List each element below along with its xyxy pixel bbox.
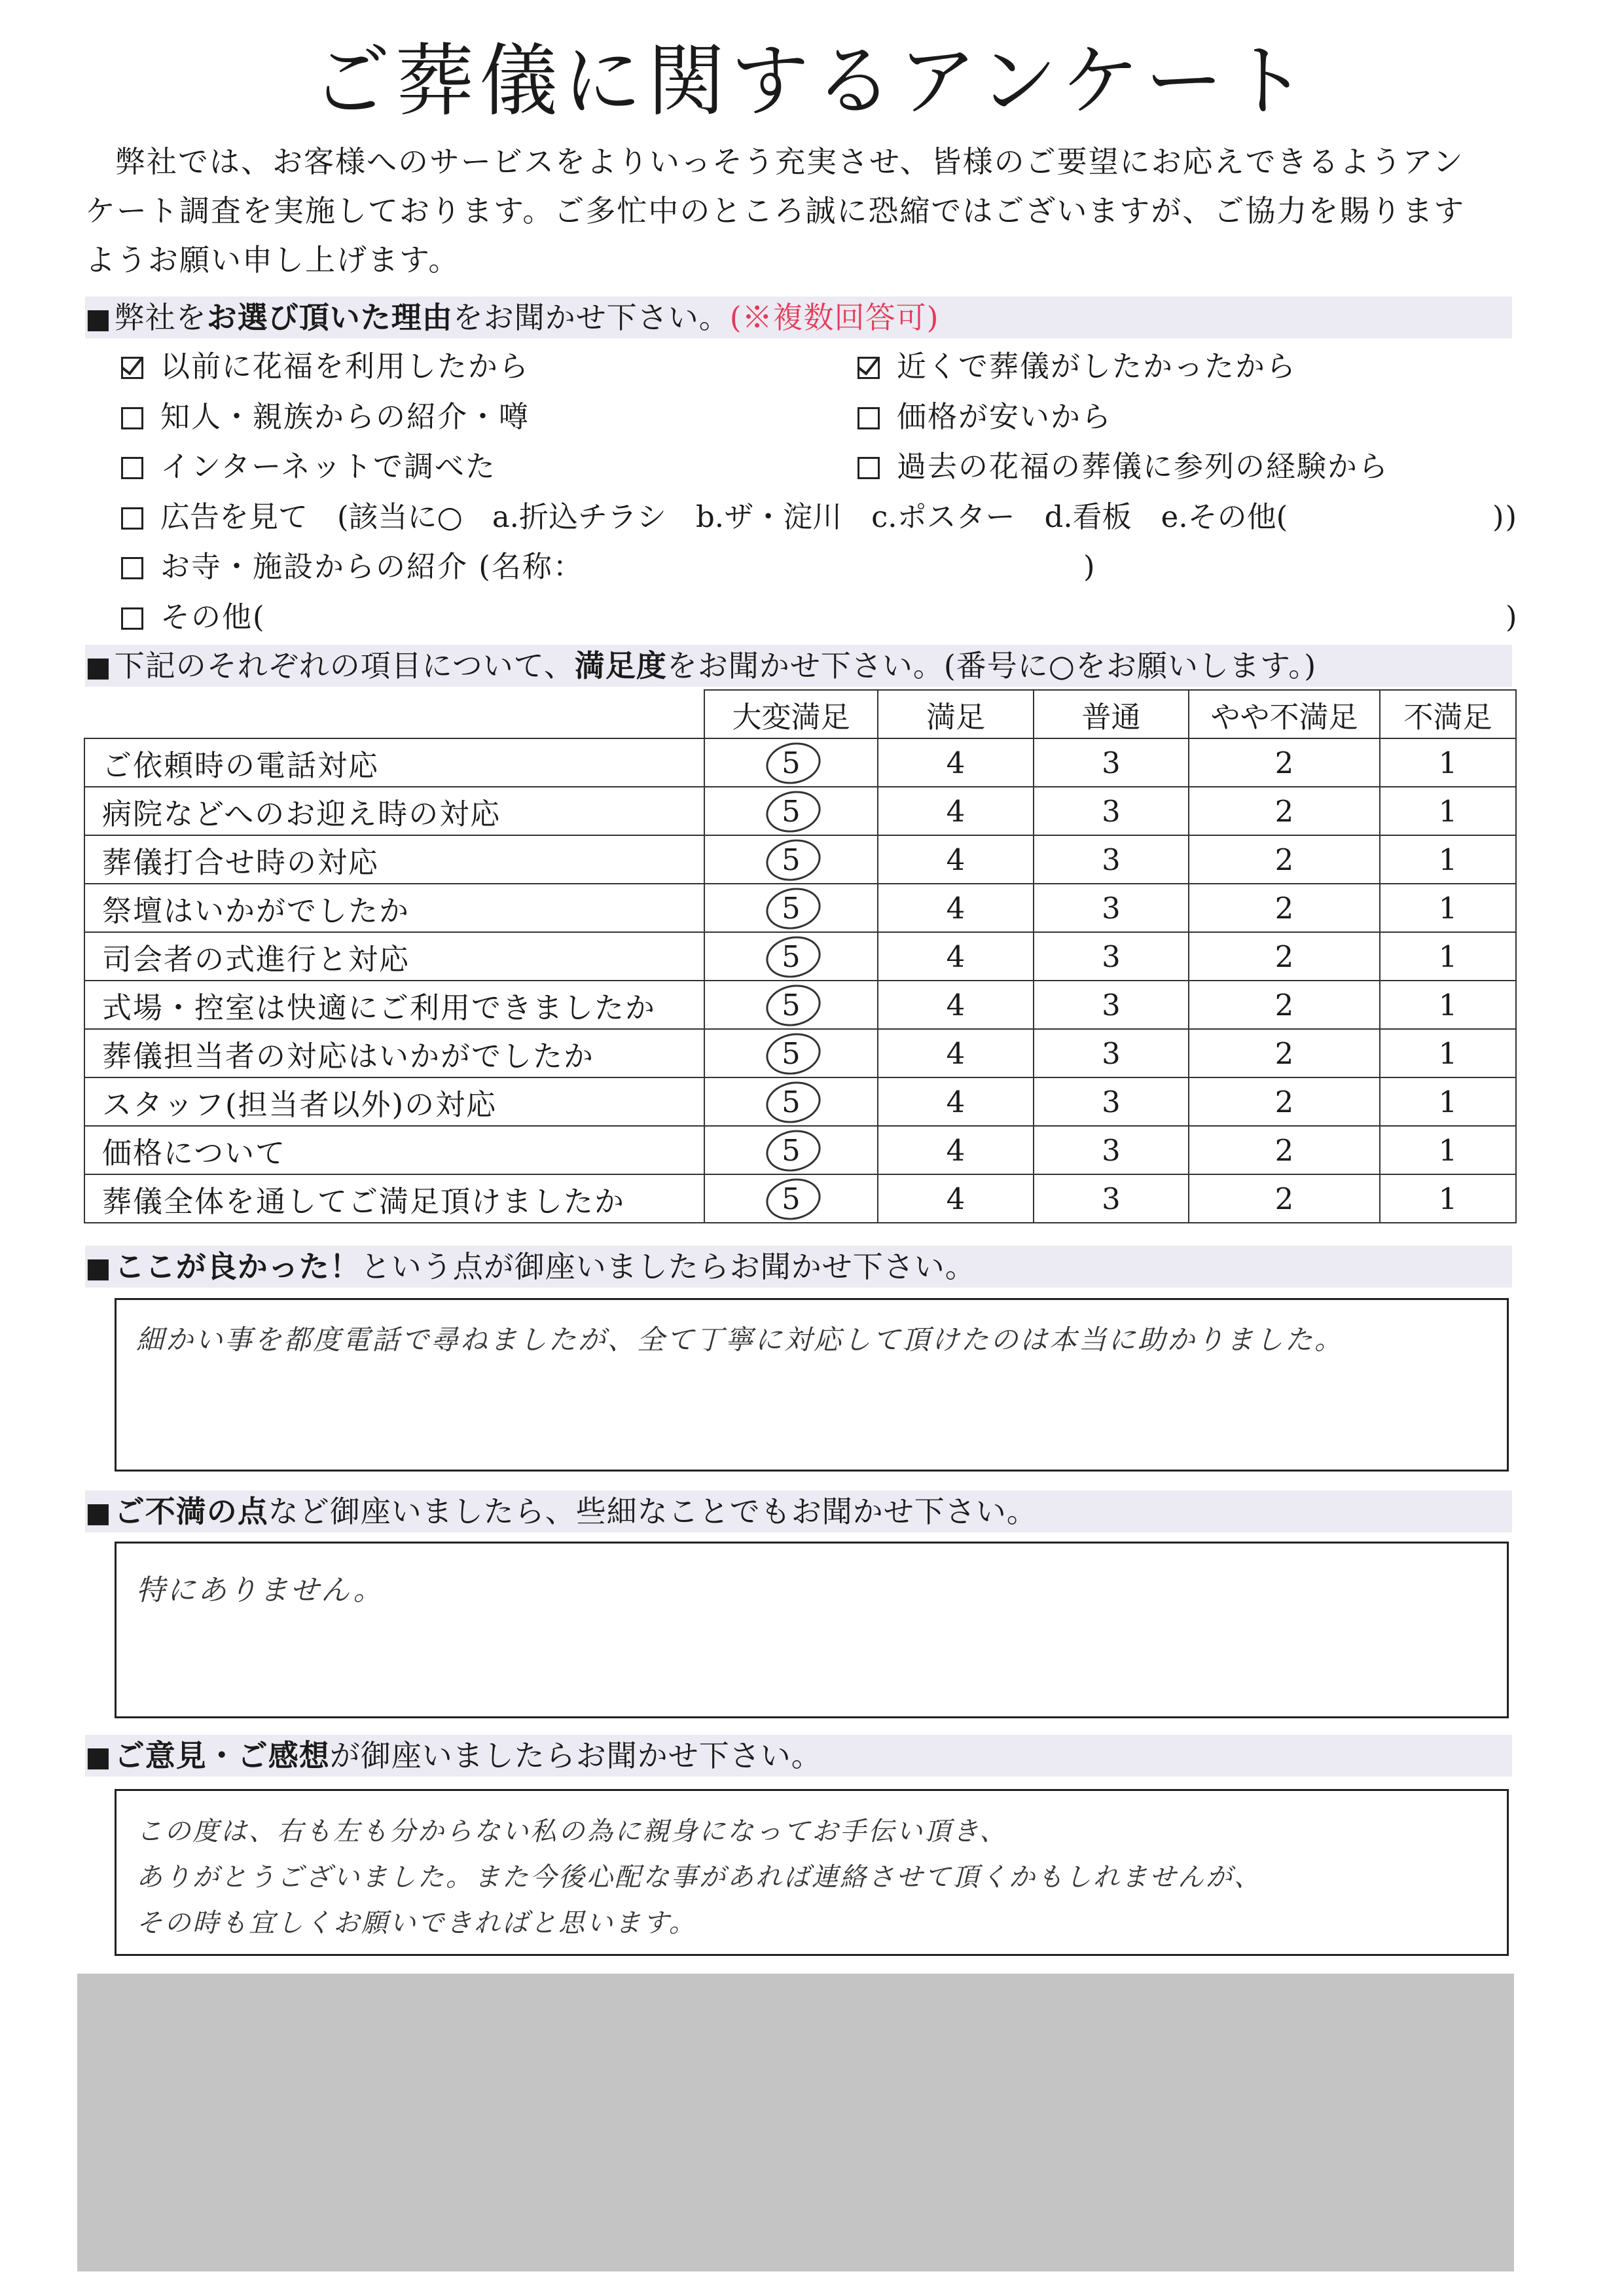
rating-option[interactable] xyxy=(1189,787,1380,835)
section-suffix: をお聞かせ下さい。 xyxy=(452,300,730,335)
rating-value: 4 xyxy=(946,987,965,1022)
rating-value: 5 xyxy=(782,890,801,926)
rating-value: 5 xyxy=(782,1181,801,1216)
rating-value: 1 xyxy=(1438,890,1458,926)
rating-value: 1 xyxy=(1438,939,1458,974)
reason-option-advertisement[interactable] xyxy=(121,497,1288,537)
section-good-points-header xyxy=(85,1246,1512,1288)
rating-value: 1 xyxy=(1438,1181,1458,1216)
table-row xyxy=(84,884,1516,932)
rating-value: 3 xyxy=(1102,1084,1121,1119)
rating-value: 5 xyxy=(782,745,801,780)
rating-option[interactable] xyxy=(704,884,878,932)
column-header: 満足 xyxy=(878,690,1034,738)
section-bold: ご意見・ご感想 xyxy=(114,1738,330,1773)
table-row xyxy=(84,835,1516,884)
reason-option-previous-use[interactable] xyxy=(121,347,530,386)
rating-value: 3 xyxy=(1102,1181,1121,1216)
rating-option[interactable] xyxy=(1189,884,1380,932)
table-row xyxy=(84,738,1516,787)
section-suffix: など御座いましたら、些細なことでもお聞かせ下さい。 xyxy=(268,1494,1038,1529)
intro-line: ケート調査を実施しております。ご多忙中のところ誠に恐縮ではございますが、ご協力を賜ります xyxy=(85,193,1466,228)
reason-option-temple-facility[interactable] xyxy=(121,547,584,587)
table-header-row xyxy=(84,690,1516,738)
rating-option[interactable] xyxy=(878,1174,1034,1223)
checkbox-icon[interactable] xyxy=(121,557,143,579)
reason-label: インターネットで調べた xyxy=(160,449,496,484)
rating-value: 5 xyxy=(782,987,801,1022)
rating-option[interactable] xyxy=(1380,1029,1516,1077)
rating-value: 4 xyxy=(946,939,965,974)
page-title: ご葬儀に関するアンケート xyxy=(312,36,1312,127)
rating-value: 5 xyxy=(782,1084,801,1119)
section-complaints-header xyxy=(85,1491,1512,1532)
rating-option[interactable] xyxy=(1380,835,1516,884)
rating-option[interactable] xyxy=(1380,738,1516,787)
section-marker: ■ xyxy=(85,1741,112,1773)
rating-option[interactable] xyxy=(1380,1126,1516,1174)
rating-item-label: 病院などへのお迎え時の対応 xyxy=(84,787,704,835)
rating-value: 2 xyxy=(1274,793,1294,829)
column-header: やや不満足 xyxy=(1189,690,1380,738)
rating-option[interactable] xyxy=(1189,1029,1380,1077)
circle-mark-icon xyxy=(762,1077,824,1128)
rating-value: 3 xyxy=(1102,987,1121,1022)
section-marker: ■ xyxy=(85,302,112,334)
column-header: 不満足 xyxy=(1380,690,1516,738)
section-suffix: をお聞かせ下さい。(番号に○をお願いします。) xyxy=(666,648,1317,683)
rating-option[interactable] xyxy=(1380,981,1516,1029)
rating-value: 4 xyxy=(946,745,965,780)
circle-mark-icon xyxy=(762,786,824,837)
rating-item-label: 葬儀担当者の対応はいかがでしたか xyxy=(84,1029,704,1077)
rating-option[interactable] xyxy=(704,932,878,981)
rating-option[interactable] xyxy=(1380,1174,1516,1223)
section-opinions-header xyxy=(85,1735,1512,1777)
rating-value: 1 xyxy=(1438,1036,1458,1071)
rating-value: 2 xyxy=(1274,745,1294,780)
complaints-answer: 特にありません。 xyxy=(136,1574,384,1607)
rating-item-label: 式場・控室は快適にご利用できましたか xyxy=(84,981,704,1029)
checkbox-icon[interactable] xyxy=(121,407,143,429)
rating-option[interactable] xyxy=(1034,884,1189,932)
intro-line: ようお願い申し上げます。 xyxy=(85,242,460,278)
opinions-answer-box[interactable] xyxy=(115,1789,1509,1956)
checkbox-checked-icon[interactable] xyxy=(121,357,143,379)
rating-item-label: ご依頼時の電話対応 xyxy=(84,738,704,787)
table-row xyxy=(84,1126,1516,1174)
rating-option[interactable] xyxy=(878,981,1034,1029)
rating-option[interactable] xyxy=(1034,835,1189,884)
reason-option-referral[interactable] xyxy=(121,397,530,437)
rating-option[interactable] xyxy=(1189,1174,1380,1223)
reason-label: 以前に花福を利用したから xyxy=(160,349,530,384)
reason-label: 広告を見て (該当に○ a.折込チラシ b.ザ・淀川 c.ポスター d.看板 e.その他( xyxy=(160,499,1288,534)
rating-value: 2 xyxy=(1274,987,1294,1022)
rating-value: 3 xyxy=(1102,890,1121,926)
section-bold: お選び頂いた理由 xyxy=(206,300,453,335)
circle-mark-icon xyxy=(762,883,824,934)
rating-value: 2 xyxy=(1274,1181,1294,1216)
rating-value: 1 xyxy=(1438,1084,1458,1119)
rating-option[interactable] xyxy=(1034,1126,1189,1174)
table-header-blank xyxy=(84,690,704,738)
table-body xyxy=(84,738,1516,1223)
rating-value: 1 xyxy=(1438,1132,1458,1168)
rating-option[interactable] xyxy=(1034,787,1189,835)
section-satisfaction-header xyxy=(85,645,1512,687)
rating-item-label: 司会者の式進行と対応 xyxy=(84,932,704,981)
checkbox-icon[interactable] xyxy=(857,407,880,429)
rating-option[interactable] xyxy=(1034,932,1189,981)
rating-option[interactable] xyxy=(878,1077,1034,1126)
intro-text xyxy=(85,137,1525,285)
rating-value: 4 xyxy=(946,1132,965,1168)
rating-option[interactable] xyxy=(1034,1029,1189,1077)
reason-label: 価格が安いから xyxy=(897,399,1113,434)
checkbox-icon[interactable] xyxy=(121,457,143,479)
opinions-answer-line: その時も宜しくお願いできればと思います。 xyxy=(136,1908,697,1938)
reason-option-other[interactable] xyxy=(121,598,266,637)
rating-item-label: 祭壇はいかがでしたか xyxy=(84,884,704,932)
rating-option[interactable] xyxy=(1380,1077,1516,1126)
rating-value: 1 xyxy=(1438,745,1458,780)
temple-close-paren: ) xyxy=(1083,549,1096,584)
circle-mark-icon xyxy=(762,835,824,886)
rating-option[interactable] xyxy=(878,884,1034,932)
rating-option[interactable] xyxy=(1034,738,1189,787)
table-row xyxy=(84,787,1516,835)
rating-option[interactable] xyxy=(878,835,1034,884)
rating-value: 3 xyxy=(1102,1132,1121,1168)
column-header: 大変満足 xyxy=(704,690,878,738)
rating-value: 4 xyxy=(946,1181,965,1216)
table-row xyxy=(84,981,1516,1029)
rating-option[interactable] xyxy=(878,932,1034,981)
rating-value: 3 xyxy=(1102,842,1121,877)
circle-mark-icon xyxy=(762,980,824,1031)
checkbox-icon[interactable] xyxy=(121,507,143,530)
section-reasons-header xyxy=(85,297,1512,338)
reason-label: 過去の花福の葬儀に参列の経験から xyxy=(897,449,1390,484)
rating-option[interactable] xyxy=(704,1029,878,1077)
reason-option-past-attendance[interactable] xyxy=(857,447,1389,486)
reason-option-internet[interactable] xyxy=(121,447,496,486)
rating-value: 5 xyxy=(782,939,801,974)
rating-value: 2 xyxy=(1274,1084,1294,1119)
rating-value: 4 xyxy=(946,1036,965,1071)
rating-value: 4 xyxy=(946,1084,965,1119)
section-suffix: が御座いましたらお聞かせ下さい。 xyxy=(329,1738,822,1773)
good-points-answer: 細かい事を都度電話で尋ねましたが、全て丁寧に対応して頂けたのは本当に助かりました。 xyxy=(136,1324,1344,1356)
rating-item-label: 葬儀打合せ時の対応 xyxy=(84,835,704,884)
rating-option[interactable] xyxy=(1189,981,1380,1029)
rating-value: 4 xyxy=(946,890,965,926)
rating-value: 4 xyxy=(946,793,965,829)
rating-value: 2 xyxy=(1274,1132,1294,1168)
rating-option[interactable] xyxy=(1380,884,1516,932)
rating-option[interactable] xyxy=(878,787,1034,835)
satisfaction-table xyxy=(84,689,1517,1223)
rating-item-label: 価格について xyxy=(84,1126,704,1174)
rating-option[interactable] xyxy=(1189,1126,1380,1174)
section-marker: ■ xyxy=(85,1496,112,1528)
rating-value: 2 xyxy=(1274,1036,1294,1071)
table-row xyxy=(84,1029,1516,1077)
rating-option[interactable] xyxy=(878,738,1034,787)
rating-value: 5 xyxy=(782,793,801,829)
rating-option[interactable] xyxy=(1034,1077,1189,1126)
good-points-answer-box[interactable] xyxy=(115,1298,1509,1472)
rating-option[interactable] xyxy=(1189,738,1380,787)
checkbox-checked-icon[interactable] xyxy=(857,357,880,379)
rating-value: 5 xyxy=(782,1132,801,1168)
other-close-paren: ) xyxy=(1506,600,1519,634)
section-marker: ■ xyxy=(85,651,112,683)
rating-option[interactable] xyxy=(1034,1174,1189,1223)
section-bold: 満足度 xyxy=(574,648,667,683)
rating-item-label: 葬儀全体を通してご満足頂けましたか xyxy=(84,1174,704,1223)
rating-value: 3 xyxy=(1102,939,1121,974)
section-bold: ご不満の点 xyxy=(114,1494,268,1529)
redacted-area xyxy=(77,1974,1514,2271)
rating-item-label: スタッフ(担当者以外)の対応 xyxy=(84,1077,704,1126)
reason-label: 近くで葬儀がしたかったから xyxy=(897,349,1297,384)
rating-option[interactable] xyxy=(704,738,878,787)
checkbox-icon[interactable] xyxy=(857,457,880,479)
rating-value: 3 xyxy=(1102,793,1121,829)
circle-mark-icon xyxy=(762,931,824,983)
rating-value: 4 xyxy=(946,842,965,877)
reason-label: お寺・施設からの紹介 (名称： xyxy=(160,549,584,584)
table-row xyxy=(84,932,1516,981)
rating-option[interactable] xyxy=(704,835,878,884)
rating-option[interactable] xyxy=(1189,835,1380,884)
rating-value: 1 xyxy=(1438,987,1458,1022)
checkbox-icon[interactable] xyxy=(121,607,143,630)
complaints-answer-box[interactable] xyxy=(115,1542,1509,1718)
rating-value: 5 xyxy=(782,842,801,877)
reason-label: 知人・親族からの紹介・噂 xyxy=(160,399,530,434)
table-row xyxy=(84,1174,1516,1223)
reason-label: その他( xyxy=(160,600,266,634)
rating-option[interactable] xyxy=(878,1029,1034,1077)
section-bold: ここが良かった！ xyxy=(114,1249,361,1284)
multiple-answers-note: (※複数回答可) xyxy=(729,300,939,335)
section-suffix: という点が御座いましたらお聞かせ下さい。 xyxy=(360,1249,976,1284)
rating-option[interactable] xyxy=(1380,787,1516,835)
rating-value: 3 xyxy=(1102,745,1121,780)
opinions-answer-line: ありがとうございました。また今後心配な事があれば連絡させて頂くかもしれませんが、 xyxy=(136,1862,1262,1892)
rating-value: 3 xyxy=(1102,1036,1121,1071)
circle-mark-icon xyxy=(762,1174,824,1225)
opinions-answer-line: この度は、右も左も分からない私の為に親身になってお手伝い頂き、 xyxy=(136,1816,1008,1847)
circle-mark-icon xyxy=(762,1028,824,1079)
circle-mark-icon xyxy=(762,738,824,789)
rating-value: 1 xyxy=(1438,793,1458,829)
circle-mark-icon xyxy=(762,1125,824,1176)
rating-option[interactable] xyxy=(1034,981,1189,1029)
rating-option[interactable] xyxy=(1189,1077,1380,1126)
rating-value: 1 xyxy=(1438,842,1458,877)
advertisement-close-paren: )) xyxy=(1492,499,1519,534)
rating-value: 2 xyxy=(1274,890,1294,926)
rating-option[interactable] xyxy=(704,1174,878,1223)
reason-option-price[interactable] xyxy=(857,397,1112,437)
rating-option[interactable] xyxy=(878,1126,1034,1174)
rating-option[interactable] xyxy=(1380,932,1516,981)
section-prefix: 下記のそれぞれの項目について、 xyxy=(114,648,575,683)
rating-value: 2 xyxy=(1274,939,1294,974)
rating-option[interactable] xyxy=(704,1126,878,1174)
rating-option[interactable] xyxy=(1189,932,1380,981)
column-header: 普通 xyxy=(1034,690,1189,738)
rating-option[interactable] xyxy=(704,981,878,1029)
section-marker: ■ xyxy=(85,1252,112,1284)
rating-value: 2 xyxy=(1274,842,1294,877)
section-prefix: 弊社を xyxy=(114,300,207,335)
intro-line: 弊社では、お客様へのサービスをよりいっそう充実させ、皆様のご要望にお応えできるようアン xyxy=(115,144,1464,179)
rating-option[interactable] xyxy=(704,1077,878,1126)
rating-option[interactable] xyxy=(704,787,878,835)
rating-value: 5 xyxy=(782,1036,801,1071)
table-row xyxy=(84,1077,1516,1126)
reason-option-nearby[interactable] xyxy=(857,347,1297,386)
